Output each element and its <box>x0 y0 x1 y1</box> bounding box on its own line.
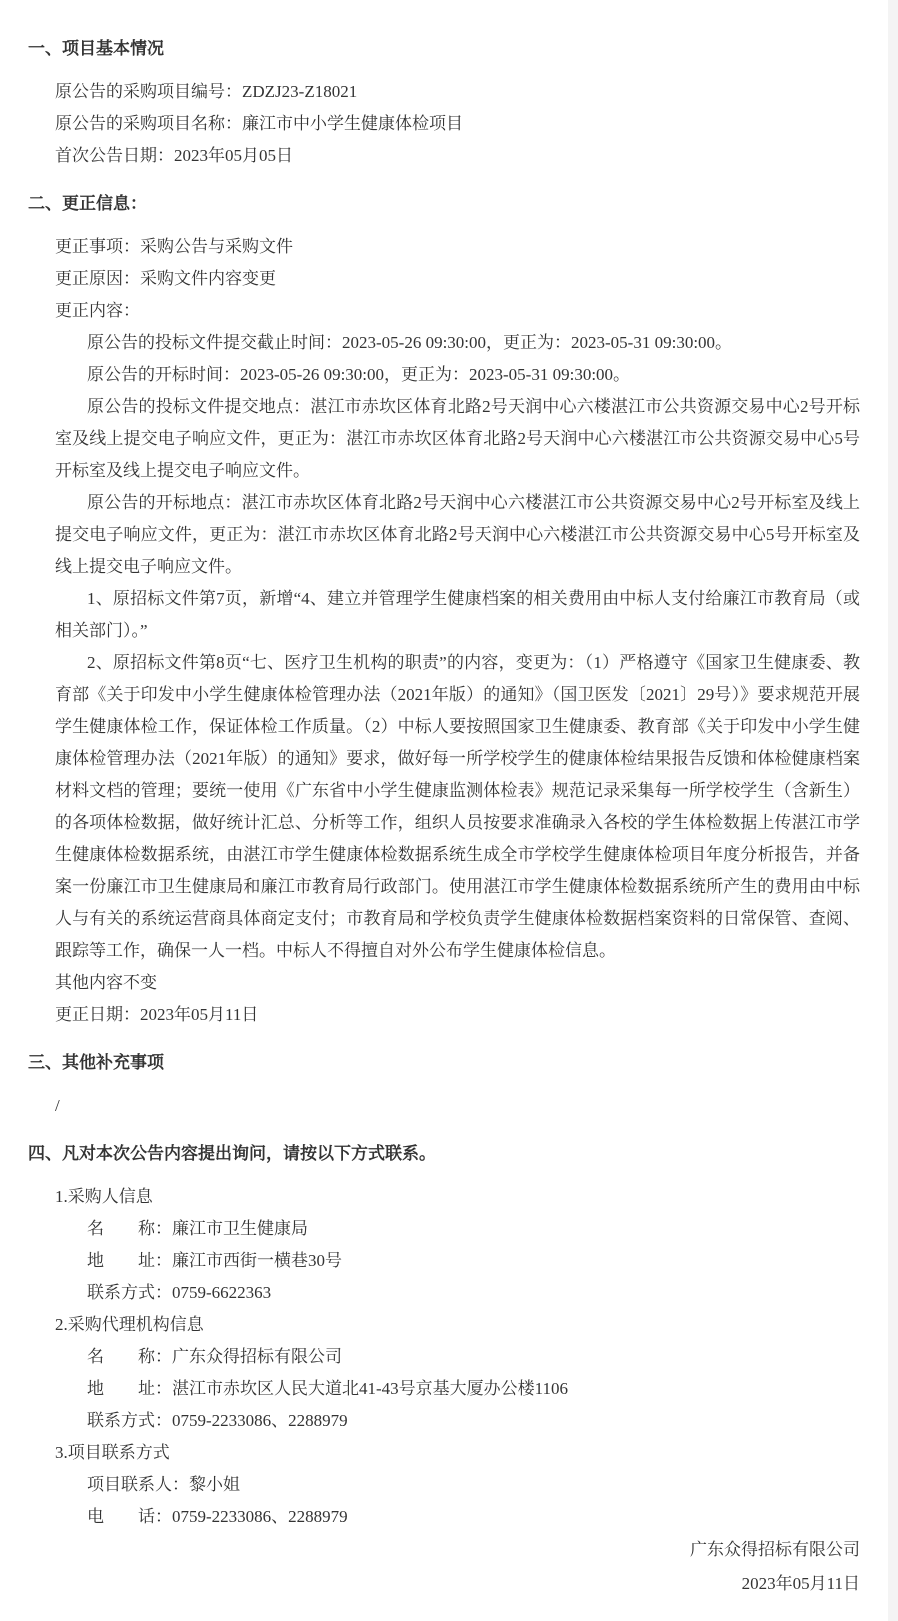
para-bid-open-location-change: 原公告的开标地点：湛江市赤坎区体育北路2号天润中心六楼湛江市公共资源交易中心2号开标室及线上提交电子响应文件，更正为：湛江市赤坎区体育北路2号天润中心六楼湛江市公共资源交易中心5号开标室及线上提交电子响应文件。 <box>55 493 860 576</box>
first-announce-date-line: 首次公告日期：2023年05月05日 <box>55 146 293 165</box>
page-edge-strip <box>888 0 898 1621</box>
purchaser-info-group <box>28 1181 860 1309</box>
supplementary-content: / <box>55 1096 60 1115</box>
heading-basic-info: 一、项目基本情况 <box>28 39 164 58</box>
para-doc-page7-addition: 1、原招标文件第7页，新增“4、建立并管理学生健康档案的相关费用由中标人支付给廉江市教育局（或相关部门）。” <box>55 589 860 640</box>
para-bid-open-time-change: 原公告的开标时间：2023-05-26 09:30:00，更正为：2023-05-31 09:30:00。 <box>87 365 631 384</box>
purchaser-phone-row: 联系方式：0759-6622363 <box>87 1283 272 1302</box>
section-contact <box>28 1141 860 1533</box>
project-contact-group <box>28 1437 860 1533</box>
signature-date: 2023年05月11日 <box>741 1574 860 1593</box>
agency-info-title: 2.采购代理机构信息 <box>55 1315 204 1334</box>
announcement-document <box>28 0 860 1601</box>
signature-block <box>28 1533 860 1601</box>
heading-contact: 四、凡对本次公告内容提出询问，请按以下方式联系。 <box>28 1144 436 1163</box>
section-basic-info <box>28 36 860 172</box>
purchaser-name-row: 名 称：廉江市卫生健康局 <box>87 1219 308 1238</box>
section-supplementary <box>28 1050 860 1122</box>
project-contact-title: 3.项目联系方式 <box>55 1443 170 1462</box>
para-submit-location-change: 原公告的投标文件提交地点：湛江市赤坎区体育北路2号天润中心六楼湛江市公共资源交易中心2号开标室及线上提交电子响应文件，更正为：湛江市赤坎区体育北路2号天润中心六楼湛江市公共资源交易中心5号开标室及线上提交电子响应文件。 <box>55 397 860 480</box>
para-doc-page8-change: 2、原招标文件第8页“七、医疗卫生机构的职责”的内容，变更为：（1）严格遵守《国家卫生健康委、教育部《关于印发中小学生健康体检管理办法（2021年版）的通知》（国卫医发〔2021〕29号）》要求规范开展学生健康体检工作，保证体检工作质量。（2）中标人要按照国家卫生健康委、教育部《关于印发中小学生健康体检管理办法（2021年版）的通知》要求，做好每一所学校学生的健康体检结果报告反馈和体检健康档案材料文档的管理；要统一使用《广东省中小学生健康监测体检表》规范记录采集每一所学校学生（含新生）的各项体检数据，做好统计汇总、分析等工作，组织人员按要求准确录入各校的学生体检数据上传湛江市学生健康体检数据系统，由湛江市学生健康体检数据系统生成全市学校学生健康体检项目年度分析报告，并备案一份廉江市卫生健康局和廉江市教育局行政部门。使用湛江市学生健康体检数据系统所产生的费用由中标人与有关的系统运营商具体商定支付；市教育局和学校负责学生健康体检数据档案资料的日常保管、查阅、跟踪等工作，确保一人一档。中标人不得擅自对外公布学生健康体检信息。 <box>55 653 860 960</box>
section-correction-info <box>28 191 860 1031</box>
heading-supplementary: 三、其他补充事项 <box>28 1053 164 1072</box>
project-name-line: 原公告的采购项目名称：廉江市中小学生健康体检项目 <box>55 114 463 133</box>
heading-correction-info: 二、更正信息： <box>28 194 147 213</box>
project-phone-row: 电 话：0759-2233086、2288979 <box>87 1507 348 1526</box>
agency-info-group <box>28 1309 860 1437</box>
correction-item-line: 更正事项：采购公告与采购文件 <box>55 237 293 256</box>
agency-address-row: 地 址：湛江市赤坎区人民大道北41-43号京基大厦办公楼1106 <box>87 1379 569 1398</box>
signature-company: 广东众得招标有限公司 <box>690 1540 860 1559</box>
line-correction-date: 更正日期：2023年05月11日 <box>55 1005 259 1024</box>
correction-reason-line: 更正原因：采购文件内容变更 <box>55 269 276 288</box>
agency-phone-row: 联系方式：0759-2233086、2288979 <box>87 1411 348 1430</box>
para-submit-deadline-change: 原公告的投标文件提交截止时间：2023-05-26 09:30:00，更正为：2023-05-31 09:30:00。 <box>87 333 733 352</box>
purchaser-info-title: 1.采购人信息 <box>55 1187 153 1206</box>
agency-name-row: 名 称：广东众得招标有限公司 <box>87 1347 342 1366</box>
purchaser-address-row: 地 址：廉江市西街一横巷30号 <box>87 1251 342 1270</box>
project-contact-person-row: 项目联系人：黎小姐 <box>87 1475 240 1494</box>
project-code-line: 原公告的采购项目编号：ZDZJ23-Z18021 <box>55 82 358 101</box>
line-other-unchanged: 其他内容不变 <box>55 973 157 992</box>
correction-content-label: 更正内容： <box>55 301 140 320</box>
